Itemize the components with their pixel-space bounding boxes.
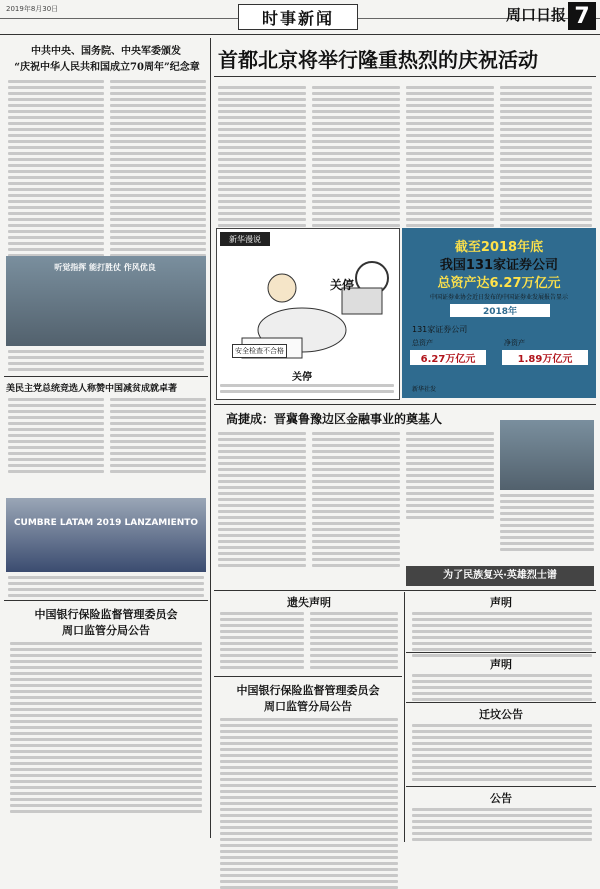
ad-sub: 中国证券业协会近日发布的中国证券业发展报告显示 — [429, 294, 568, 301]
lead-kicker: 中共中央、国务院、中央军委颁发 — [31, 46, 181, 57]
statement1-body — [412, 612, 592, 657]
statement2-body — [412, 674, 592, 701]
ad-stat2-value: 1.89万亿元 — [502, 350, 588, 365]
main-body-col4 — [500, 86, 592, 227]
cartoon-caption: 关停 — [292, 372, 312, 383]
feature-banner: 为了民族复兴·英雄烈士谱 — [406, 566, 594, 586]
lost-notice-col2 — [310, 612, 398, 669]
lead-title: “庆祝中华人民共和国成立70周年”纪念章 — [14, 62, 200, 73]
move-notice-body — [412, 724, 592, 781]
public-notice-body — [412, 808, 592, 841]
newspaper-logo: 周口日报 — [505, 6, 566, 24]
cartoon-tag: 新华漫说 — [220, 232, 270, 246]
story2-body-col1 — [8, 398, 104, 473]
page-number: 7 — [568, 2, 596, 30]
ad-badge: 2018年 — [450, 304, 550, 317]
story2-body-col2 — [110, 398, 206, 473]
ad-stat2-label: 净资产 — [504, 339, 525, 347]
cartoon-label-close: 关停 — [330, 278, 355, 292]
main-body-col1 — [218, 86, 306, 227]
bank-left-body — [10, 642, 202, 813]
feature-portrait — [500, 420, 594, 490]
ad-stat1-label: 总资产 — [412, 339, 433, 347]
feature-body-col2 — [312, 432, 400, 567]
photo3-caption — [8, 576, 204, 597]
main-body-col3 — [406, 86, 494, 227]
public-notice-title: 公告 — [490, 792, 512, 805]
photo3-text: CUMBRE LATAM 2019 LANZAMIENTO — [13, 518, 199, 528]
feature-body-col3 — [406, 432, 494, 519]
section-title: 时事新闻 — [238, 4, 358, 30]
cartoon-label-safety: 安全检查不合格 — [232, 344, 287, 358]
news-photo-summit — [6, 498, 206, 572]
photo1-caption — [8, 350, 204, 371]
lost-notice-col1 — [220, 612, 304, 669]
cartoon-credit — [220, 384, 394, 393]
main-body-col2 — [312, 86, 400, 227]
ad-count: 131家证券公司 — [412, 325, 468, 334]
ad-line3: 总资产达6.27万亿元 — [437, 276, 561, 291]
bank-left-title1: 中国银行保险监督管理委员会 — [34, 608, 178, 621]
bank-mid-body — [220, 718, 398, 889]
header-rule — [0, 34, 600, 35]
bank-left-title2: 周口监管分局公告 — [62, 624, 150, 637]
bank-mid-title1: 中国银行保险监督管理委员会 — [236, 684, 380, 697]
photo-banner-text: 听觉指挥 能打胜仗 作风优良 — [54, 263, 156, 272]
ad-line1: 截至2018年底 — [454, 240, 544, 255]
ad-line2: 我国131家证券公司 — [439, 258, 559, 273]
ad-credit: 新华社发 — [412, 386, 437, 393]
bank-mid-title2: 周口监管分局公告 — [264, 700, 352, 713]
story2-title: 美民主党总统竞选人称赞中国减贫成就卓著 — [6, 384, 178, 394]
ad-stat1-value: 6.27万亿元 — [410, 350, 486, 365]
issue-date: 2019年8月30日 — [6, 5, 59, 13]
main-headline: 首都北京将举行隆重热烈的庆祝活动 — [218, 48, 538, 72]
move-notice-title: 迁坟公告 — [479, 708, 523, 721]
statement2-title: 声明 — [490, 658, 512, 671]
lost-notice-title: 遗失声明 — [287, 596, 331, 609]
feature-body-col4 — [500, 494, 594, 551]
feature-body-col1 — [218, 432, 306, 567]
statement1-title: 声明 — [490, 596, 512, 609]
feature-title: 高捷成：晋冀鲁豫边区金融事业的奠基人 — [226, 412, 443, 426]
